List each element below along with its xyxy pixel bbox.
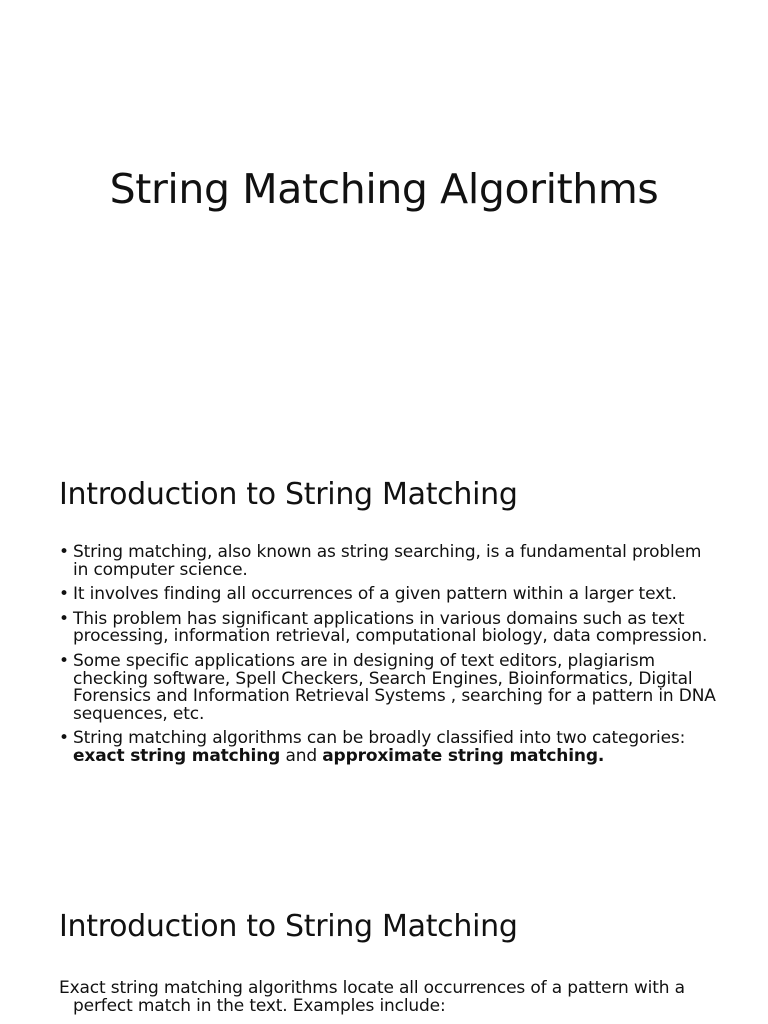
bullet-item [59, 730, 719, 765]
exact-matching-slide [0, 866, 768, 1024]
bullet-item [59, 586, 719, 604]
bullet-list [59, 544, 719, 773]
bullet-icon: • [59, 650, 69, 671]
bullet-text: This problem has significant applications in various domains such as text processing, information retrieval, computational biology, data compression. [73, 608, 708, 647]
bullet-text: It involves finding all occurrences of a given pattern within a larger text. [73, 584, 677, 605]
bold-term-approximate: approximate string matching. [322, 745, 605, 766]
paragraph-line-1: Exact string matching algorithms locate all occurrences of a pattern with a [59, 978, 685, 998]
intro-slide [0, 432, 768, 832]
bullet-item [59, 544, 719, 579]
bullet-icon: • [59, 542, 69, 562]
bullet-text: String matching, also known as string searching, is a fundamental problem in computer science. [73, 542, 702, 580]
bullet-icon: • [59, 608, 69, 629]
title-slide [0, 0, 768, 400]
slide-heading: Introduction to String Matching [59, 909, 518, 944]
bullet-item [59, 608, 719, 647]
bullet-item [59, 650, 719, 724]
bullet-icon: • [59, 584, 69, 605]
slide-paragraph [59, 980, 709, 1015]
paragraph-line-2: perfect match in the text. Examples include: [73, 995, 446, 1016]
bullet-text: Some specific applications are in designing of text editors, plagiarism checking software, Spell Checkers, Search Engines, Bioinformatics, Digital Forensics and Information Retrieval Systems , searching for a pattern in DNA sequences, etc. [73, 650, 716, 724]
presentation-title: String Matching Algorithms [109, 165, 659, 213]
bold-term-exact: exact string matching [73, 745, 281, 766]
bullet-text-middle: and [280, 745, 323, 766]
slide-heading: Introduction to String Matching [59, 477, 518, 512]
bullet-text-prefix: String matching algorithms can be broadly classified into two categories: [73, 728, 686, 749]
bullet-icon: • [59, 728, 69, 749]
